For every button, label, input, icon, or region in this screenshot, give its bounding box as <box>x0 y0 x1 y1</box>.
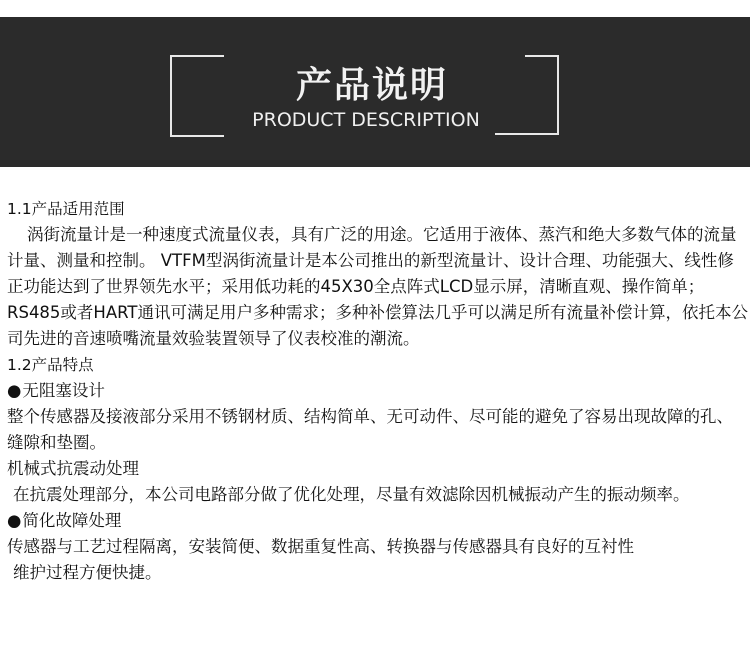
bullet-icon: ● <box>7 511 22 530</box>
description-content <box>7 196 749 586</box>
paragraph-no-blockage: 整个传感器及接液部分采用不锈钢材质、结构简单、无可动件、尽可能的避免了容易出现故障的孔、缝隙和垫圈。 <box>7 407 733 452</box>
bullet-icon: ● <box>7 381 22 400</box>
frame-left-bracket <box>170 55 224 137</box>
banner-title-cn: 产品说明 <box>295 65 448 106</box>
feature-simplified-fault <box>7 508 749 534</box>
feature-label: 简化故障处理 <box>22 511 122 530</box>
paragraph-simplified-fault-b: 维护过程方便快捷。 <box>13 563 162 582</box>
paragraph-simplified-fault-a: 传感器与工艺过程隔离，安装简便、数据重复性高、转换器与传感器具有良好的互衬性 <box>7 537 634 556</box>
section-heading-1-1: 1.1产品适用范围 <box>7 200 125 218</box>
feature-no-blockage <box>7 378 749 404</box>
banner-title-en: PRODUCT DESCRIPTION <box>252 109 480 131</box>
paragraph-application: 涡街流量计是一种速度式流量仪表，具有广泛的用途。它适用于液体、蒸汽和绝大多数气体的流量计量、测量和控制。 VTFM型涡街流量计是本公司推出的新型流量计、设计合理、功能强大、线性修正功能达到了世界领先水平；采用低功耗的45X30全点阵式LCD显示屏，清晰直观、操作简单；RS485或者HART通讯可满足用户多种需求；多种补偿算法几乎可以满足所有流量补偿计算，依托本公司先进的音速喷嘴流量效验装置领导了仪表校准的潮流。 <box>7 225 748 348</box>
section-heading-1-2: 1.2产品特点 <box>7 356 94 374</box>
frame-right-bracket <box>525 55 559 135</box>
feature-label: 无阻塞设计 <box>22 381 105 400</box>
feature-anti-vibration: 机械式抗震动处理 <box>7 459 139 478</box>
header-banner <box>0 17 750 167</box>
frame-bottom-line <box>495 133 557 135</box>
paragraph-anti-vibration: 在抗震处理部分，本公司电路部分做了优化处理，尽量有效滤除因机械振动产生的振动频率。 <box>13 485 690 504</box>
